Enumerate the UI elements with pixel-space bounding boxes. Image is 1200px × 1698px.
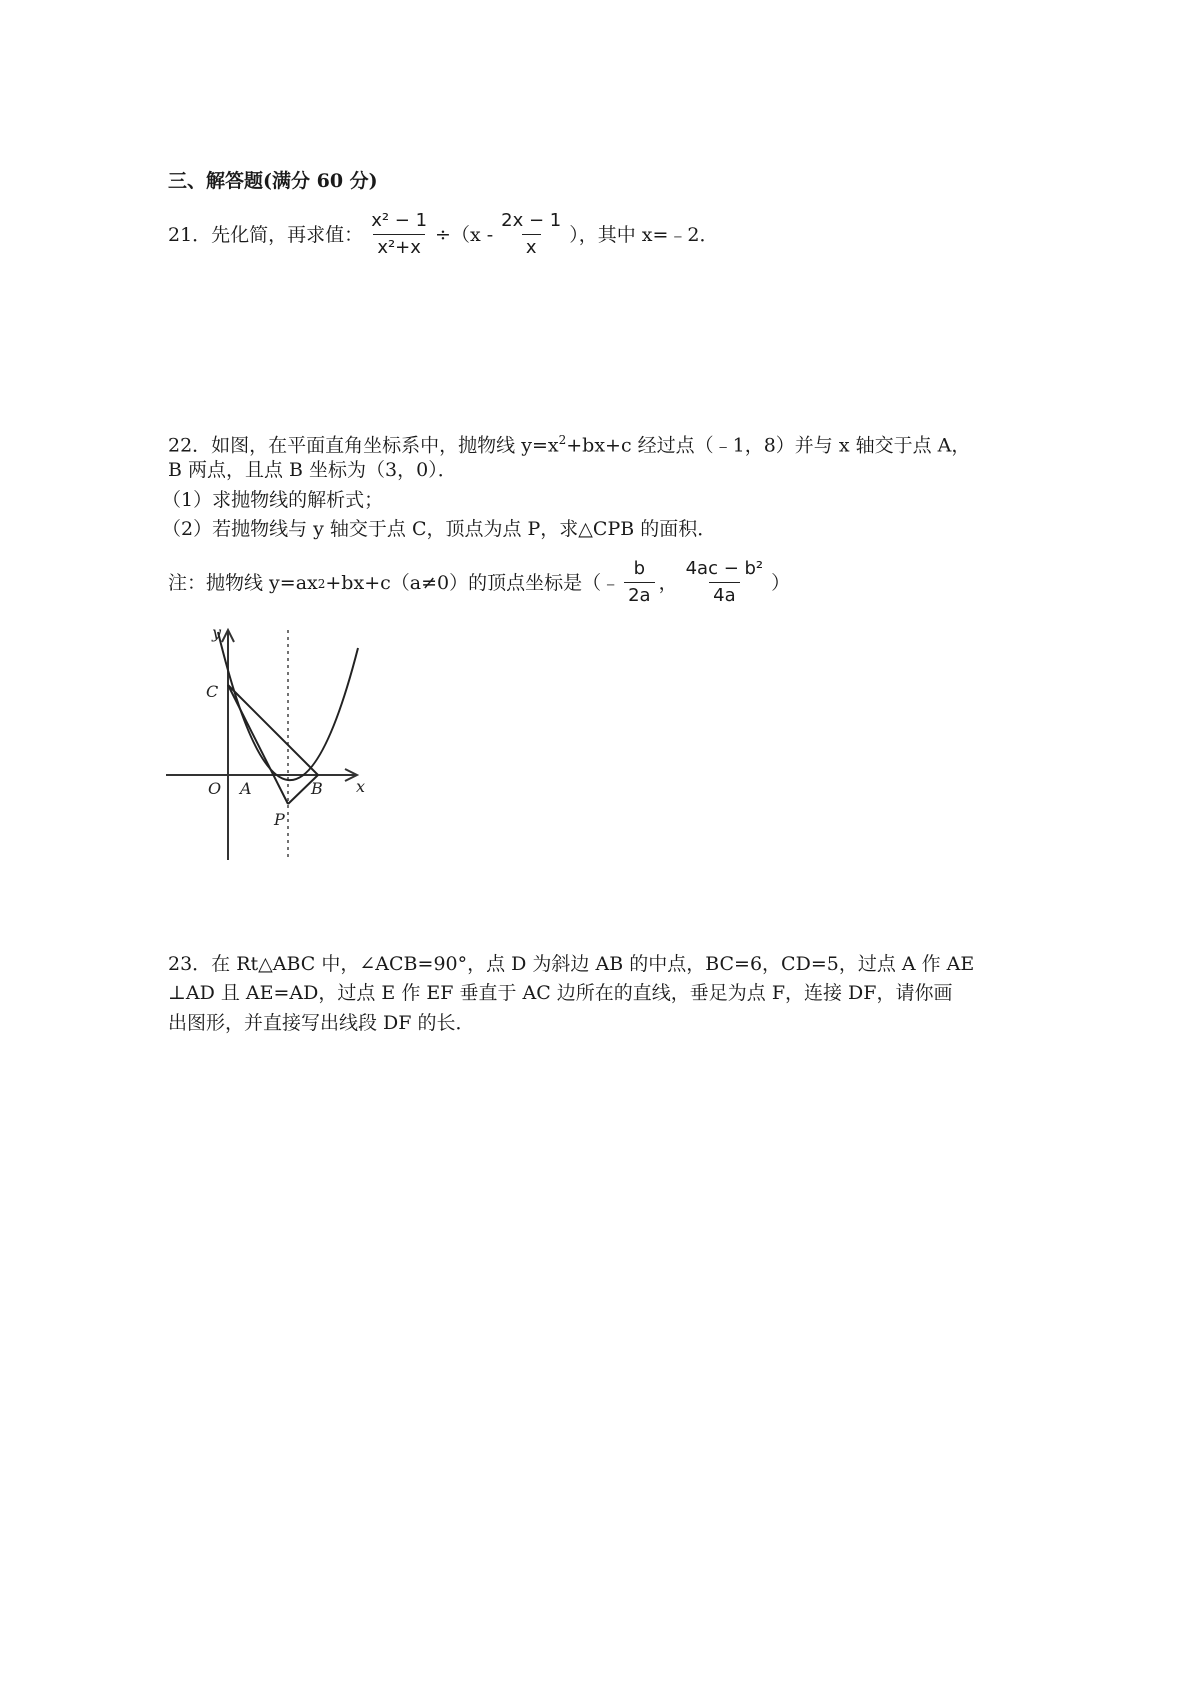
- q21-suffix: ），其中 x=﹣2．: [569, 223, 719, 246]
- q21-frac2-numerator: 2x − 1: [501, 210, 562, 231]
- q22-note: [168, 558, 790, 607]
- q22-note-b: +bx+c（a≠0）的顶点坐标是（﹣: [325, 571, 621, 594]
- q22-line-2: B 两点，且点 B 坐标为（3，0）．: [168, 459, 457, 481]
- label-o: O: [208, 779, 222, 798]
- label-x: x: [356, 777, 366, 796]
- label-p: P: [274, 810, 285, 829]
- q21-fraction-2: [497, 210, 565, 259]
- q22-line1-b: +bx+c 经过点（﹣1，8）并与 x 轴交于点 A，: [566, 434, 971, 457]
- q22-line1-sup: 2: [558, 433, 567, 447]
- q23-line-1: 23．在 Rt△ABC 中，∠ACB=90°，点 D 为斜边 AB 的中点，BC=6，CD=5，过点 A 作 AE: [168, 953, 975, 975]
- q22-note-frac1-numerator: b: [633, 558, 646, 579]
- q22-note-frac2-denominator: 4a: [709, 582, 739, 607]
- q22-note-comma: ，: [658, 571, 678, 594]
- parabola-figure: [160, 620, 375, 865]
- label-y: y: [212, 623, 222, 642]
- q21-prefix: 21．先化简，再求值：: [168, 223, 364, 246]
- segment-cp: [228, 685, 288, 804]
- q23-line-2: ⊥AD 且 AE=AD，过点 E 作 EF 垂直于 AC 边所在的直线，垂足为点 F，连接 DF，请你画: [168, 982, 953, 1004]
- q22-line-1: [168, 428, 970, 457]
- q22-note-close: ）: [771, 571, 791, 594]
- q21-frac1-denominator: x²+x: [373, 234, 425, 259]
- label-a: A: [240, 779, 252, 798]
- label-c: C: [206, 682, 219, 701]
- q23-line-3: 出图形，并直接写出线段 DF 的长．: [168, 1012, 475, 1034]
- q22-part-2: （2）若抛物线与 y 轴交于点 C，顶点为点 P，求△CPB 的面积．: [162, 518, 717, 540]
- q21-fraction-1: [367, 210, 431, 259]
- q22-line1-a: 22．如图，在平面直角坐标系中，抛物线 y=x: [168, 434, 559, 457]
- q22-note-sup: 2: [317, 577, 326, 591]
- label-b: B: [311, 779, 323, 798]
- q22-note-fraction-1: [624, 558, 654, 607]
- q22-note-fraction-2: [682, 558, 768, 607]
- q21-frac1-numerator: x² − 1: [371, 210, 428, 231]
- question-21: [168, 210, 719, 259]
- q22-part-1: （1）求抛物线的解析式；: [162, 489, 384, 511]
- segment-cb: [228, 685, 318, 775]
- q21-frac2-denominator: x: [522, 234, 541, 259]
- q22-note-frac2-numerator: 4ac − b²: [685, 558, 764, 579]
- q21-division: ÷（x -: [435, 223, 494, 246]
- section-title: 三、解答题(满分 60 分): [168, 170, 378, 192]
- q22-note-frac1-denominator: 2a: [624, 582, 654, 607]
- q22-note-a: 注：抛物线 y=ax: [168, 571, 318, 594]
